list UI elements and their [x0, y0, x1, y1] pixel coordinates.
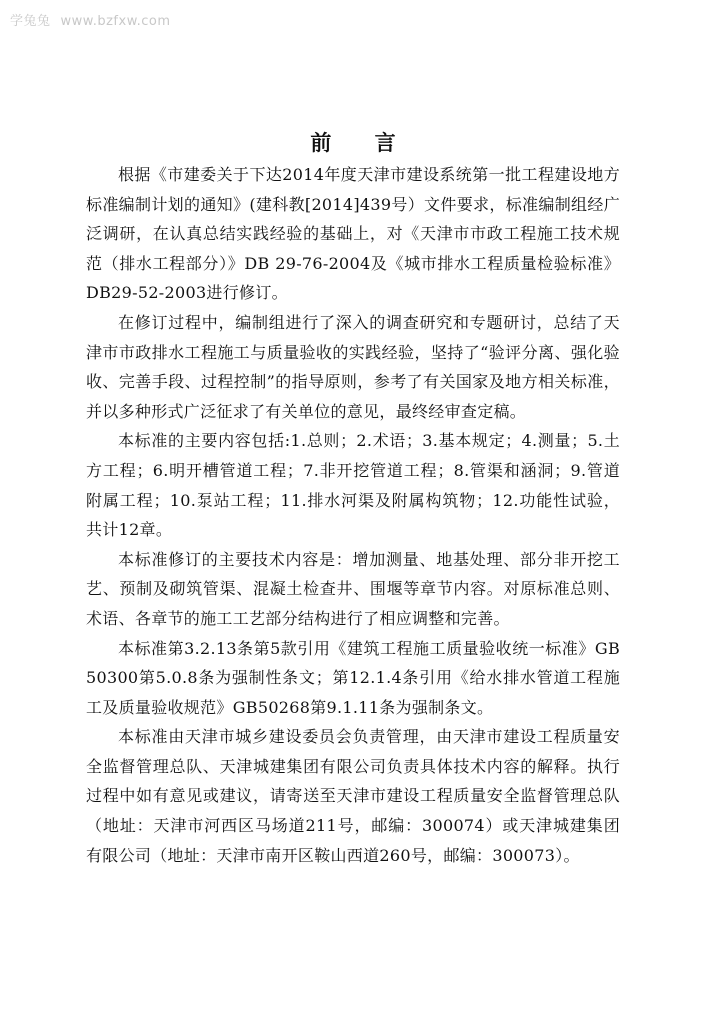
page-title: 前 言	[310, 130, 414, 155]
document-body	[86, 160, 620, 870]
watermark	[10, 10, 171, 29]
watermark-brand: 学兔兔	[10, 14, 51, 29]
paragraph-main-contents: 本标准的主要内容包括:1.总则；2.术语；3.基本规定；4.测量；5.土方工程；6.明开槽管道工程；7.非开挖管道工程；8.管渠和涵洞；9.管道附属工程；10.泵站工程；11.排水河渠及附属构筑物；12.功能性试验，共计12章。	[86, 431, 620, 540]
paragraph-mandatory-clauses: 本标准第3.2.13条第5款引用《建筑工程施工质量验收统一标准》GB 50300第5.0.8条为强制性条文；第12.1.4条引用《给水排水管道工程施工及质量验收规范》GB50268第9.1.11条为强制条文。	[86, 638, 620, 717]
paragraph-basis: 根据《市建委关于下达2014年度天津市建设系统第一批工程建设地方标准编制计划的通知》(建科教[2014]439号）文件要求，标准编制组经广泛调研，在认真总结实践经验的基础上，对《天津市市政工程施工技术规范（排水工程部分）》DB 29-76-2004及《城市排水工程质量检验标准》DB29-52-2003进行修订。	[86, 165, 620, 303]
watermark-site: www.bzfxw.com	[60, 14, 171, 29]
paragraph-management-contact: 本标准由天津市城乡建设委员会负责管理，由天津市建设工程质量安全监督管理总队、天津城建集团有限公司负责具体技术内容的解释。执行过程中如有意见或建议，请寄送至天津市建设工程质量安全监督管理总队（地址：天津市河西区马场道211号，邮编：300074）或天津城建集团有限公司（地址：天津市南开区鞍山西道260号，邮编：300073）。	[86, 727, 620, 865]
paragraph-revision-process: 在修订过程中，编制组进行了深入的调查研究和专题研讨，总结了天津市市政排水工程施工与质量验收的实践经验，坚持了“验评分离、强化验收、完善手段、过程控制”的指导原则，参考了有关国家及地方相关标准，并以多种形式广泛征求了有关单位的意见，最终经审查定稿。	[86, 312, 620, 421]
paragraph-technical-changes: 本标准修订的主要技术内容是：增加测量、地基处理、部分非开挖工艺、预制及砌筑管渠、混凝土检查井、围堰等章节内容。对原标准总则、术语、各章节的施工工艺部分结构进行了相应调整和完善。	[86, 549, 620, 628]
